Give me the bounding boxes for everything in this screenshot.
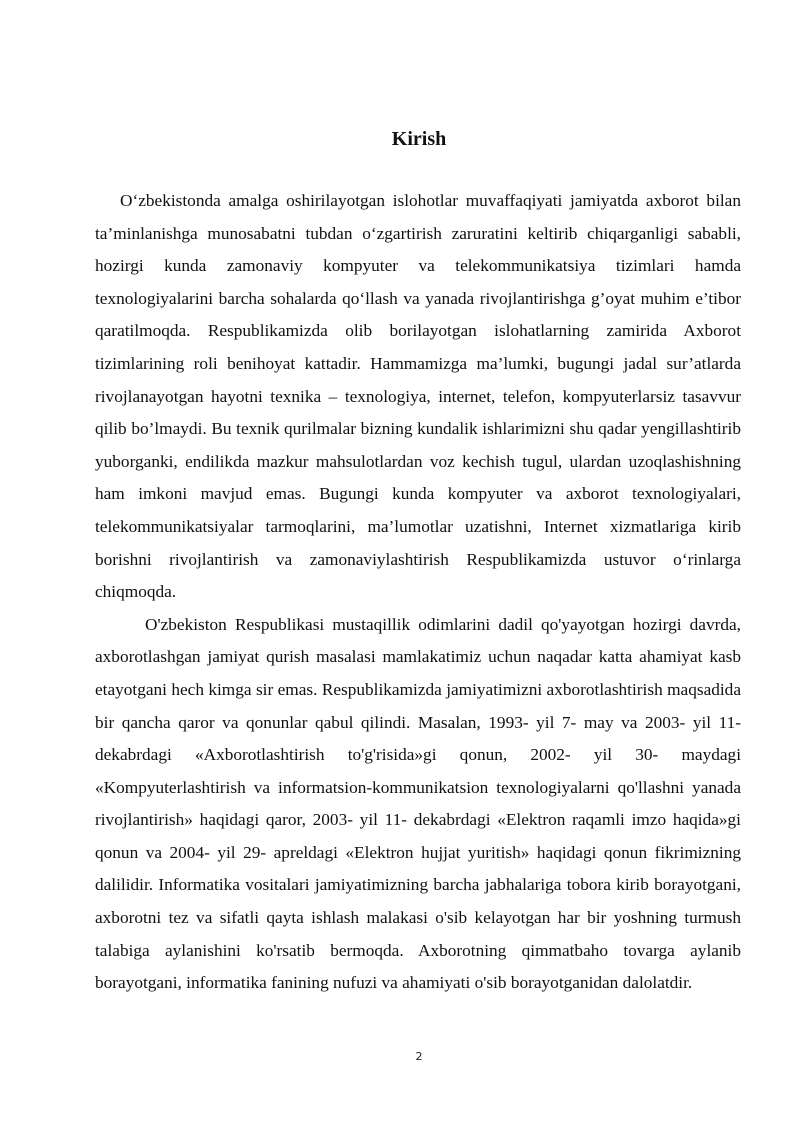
section-title: Kirish bbox=[391, 128, 447, 150]
paragraph-2: O'zbekiston Respublikasi mustaqillik odimlarini dadil qo'yayotgan hozirgi davrda, axborotlashgan jamiyat qurish masalasi mamlakatimiz uchun naqadar katta ahamiyat kasb etayotgani hech kimga sir emas. Respublikamizda jamiyatimizni axborotlashtirish maqsadida bir qancha qaror va qonunlar qabul qilindi. Masalan, 1993- yil 7- may va 2003- yil 11- dekabrdagi «Axborotlashtirish to'g'risida»gi qonun, 2002- yil 30- maydagi «Kompyuterlashtirish va informatsion-kommunikatsion texnologiyalarni qo'llashni yanada rivojlantirish» haqidagi qaror, 2003- yil 11- dekabrdagi «Elektron raqamli imzo haqida»gi qonun va 2004- yil 29- apreldagi «Elektron hujjat yuritish» haqidagi qonun fikrimizning dalilidir. Informatika vositalari jamiyatimizning barcha jabhalariga tobora kirib borayotgani, axborotni tez va sifatli qayta ishlash malakasi o'sib kelayotgan har bir yoshning turmush talabiga aylanishini ko'rsatib bermoqda. Axborotning qimmatbaho tovarga aylanib borayotgani, informatika fanining nufuzi va ahamiyati o'sib borayotganidan dalolatdir. bbox=[95, 614, 741, 993]
body-text bbox=[95, 185, 741, 1000]
paragraph-1: O‘zbekistonda amalga oshirilayotgan islohotlar muvaffaqiyati jamiyatda axborot bilan ta’minlanishga munosabatni tubdan o‘zgartirish zaruratini keltirib chiqarganligi sababli, hozirgi kunda zamonaviy kompyuter va telekommunikatsiya tizimlari hamda texnologiyalarini barcha sohalarda qo‘llash va yanada rivojlantirishga g’oyat muhim e’tibor qaratilmoqda. Respublikamizda olib borilayotgan islohatlarning zamirida Axborot tizimlarining roli benihoyat kattadir. Hammamizga ma’lumki, bugungi jadal sur’atlarda rivojlanayotgan hayotni texnika – texnologiya, internet, telefon, kompyuterlarsiz tasavvur qilib bo’lmaydi. Bu texnik qurilmalar bizning kundalik ishlarimizni shu qadar yengillashtirib yuborganki, endilikda mazkur mahsulotlardan voz kechish tugul, ulardan uzoqlashishning ham imkoni mavjud emas. Bugungi kunda kompyuter va axborot texnologiyalari, telekommunikatsiyalar tarmoqlarini, ma’lumotlar uzatishni, Internet xizmatlariga kirib borishni rivojlantirish va zamonaviylashtirish Respublikamizda ustuvor o‘rinlarga chiqmoqda. bbox=[95, 191, 741, 602]
page-number: 2 bbox=[415, 1050, 423, 1063]
